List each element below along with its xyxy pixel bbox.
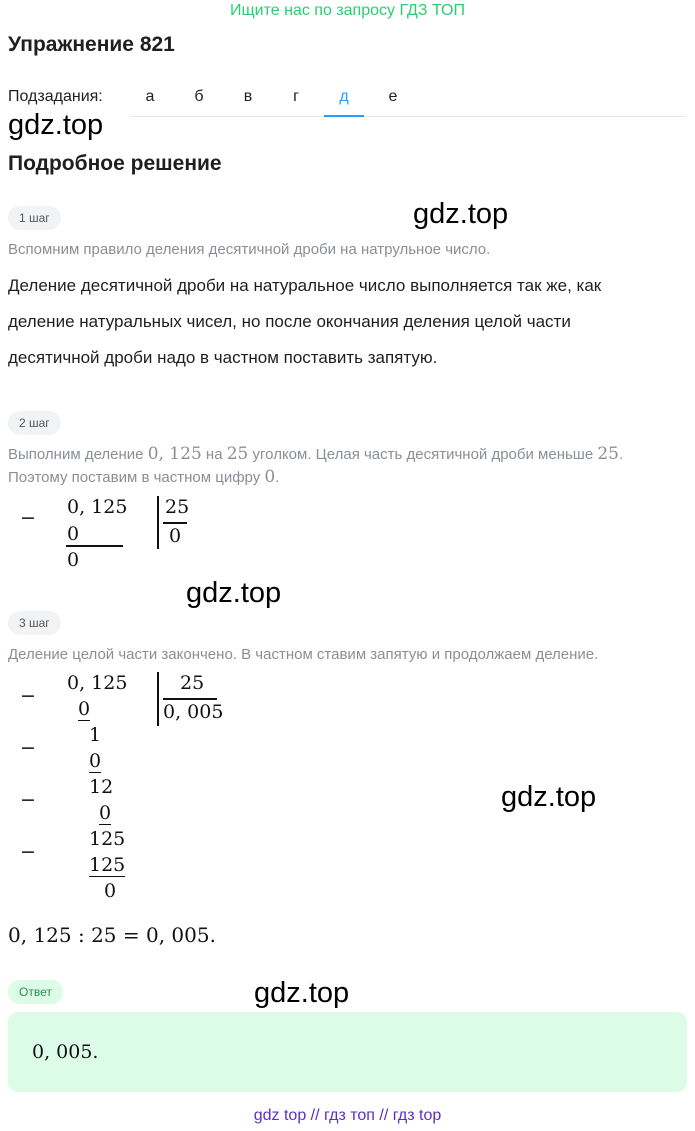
footer-link-gdz-top[interactable]: gdz top xyxy=(253,1107,307,1124)
tab-d[interactable]: д xyxy=(324,88,364,117)
divisor-line xyxy=(163,698,217,700)
minus-sign: − xyxy=(20,789,36,811)
division-row: 0 xyxy=(99,802,112,824)
watermark: gdz.top xyxy=(413,198,509,230)
watermark: gdz.top xyxy=(186,577,282,609)
section-heading: Подробное решение xyxy=(8,152,222,175)
division-row: 0 xyxy=(78,698,91,720)
divisor: 25 xyxy=(165,496,190,518)
quotient: 0 xyxy=(169,525,182,547)
subtasks-label: Подзадания: xyxy=(8,88,103,105)
quotient: 0, 005 xyxy=(163,701,224,723)
division-row: 0 xyxy=(104,880,117,902)
division-row: 125 xyxy=(89,854,126,876)
step-note: Поэтому поставим в частном цифру 0. xyxy=(8,467,280,487)
division-row: 12 xyxy=(89,776,114,798)
footer-link-gdz-top-ru[interactable]: гдз топ xyxy=(324,1107,375,1124)
division-bar xyxy=(157,672,159,726)
tab-v[interactable]: в xyxy=(243,88,253,105)
division-bar xyxy=(157,496,159,549)
minus-sign: − xyxy=(20,507,36,529)
division-row: 1 xyxy=(89,724,102,746)
step-note: Выполним деление 0, 125 на 25 уголком. Целая часть десятичной дроби меньше 25. xyxy=(8,444,624,464)
footer-separator: // xyxy=(379,1107,389,1124)
watermark: gdz.top xyxy=(254,977,350,1009)
remainder: 0 xyxy=(67,549,80,571)
tab-g[interactable]: г xyxy=(293,88,299,105)
step-badge: 1 шаг xyxy=(8,206,61,230)
answer-box xyxy=(8,1012,687,1092)
watermark: gdz.top xyxy=(8,109,104,141)
step-badge: 3 шаг xyxy=(8,611,61,635)
division-row: 0 xyxy=(89,750,102,772)
top-banner: Ищите нас по запросу ГДЗ ТОП xyxy=(230,2,465,19)
minus-sign: − xyxy=(20,841,36,863)
rule-line: десятичной дроби надо в частном поставить запятую. xyxy=(8,348,438,367)
footer-links xyxy=(0,1107,695,1125)
result-equation: 0, 125 : 25 = 0, 005. xyxy=(8,923,216,947)
minus-sign: − xyxy=(20,737,36,759)
division-row: 125 xyxy=(89,828,126,850)
divisor-line xyxy=(163,522,187,524)
minus-sign: − xyxy=(20,685,36,707)
watermark: gdz.top xyxy=(501,781,597,813)
tab-a[interactable]: а xyxy=(145,88,155,105)
footer-link-gdz-top-mixed[interactable]: гдз top xyxy=(392,1107,442,1124)
dividend: 0, 125 xyxy=(67,496,128,518)
rule-line: Деление десятичной дроби на натуральное число выполняется так же, как xyxy=(8,276,602,295)
step-note: Вспомним правило деления десятичной дроби на натрульное число. xyxy=(8,241,491,258)
subtask-tabs xyxy=(130,80,686,117)
tab-e[interactable]: е xyxy=(388,88,398,105)
answer-value: 0, 005. xyxy=(32,1041,99,1063)
page-title: Упражнение 821 xyxy=(8,33,175,56)
rule-line: деление натуральных чисел, но после окончания деления целой части xyxy=(8,312,571,331)
divisor: 25 xyxy=(180,672,205,694)
subtraction-line xyxy=(66,545,123,547)
rule-text xyxy=(8,268,678,376)
dividend: 0, 125 xyxy=(67,672,128,694)
answer-badge: Ответ xyxy=(8,980,63,1004)
step-note: Деление целой части закончено. В частном ставим запятую и продолжаем деление. xyxy=(8,646,599,663)
tab-b[interactable]: б xyxy=(194,88,204,105)
subtrahend: 0 xyxy=(67,523,80,545)
footer-separator: // xyxy=(310,1107,320,1124)
step-badge: 2 шаг xyxy=(8,411,61,435)
